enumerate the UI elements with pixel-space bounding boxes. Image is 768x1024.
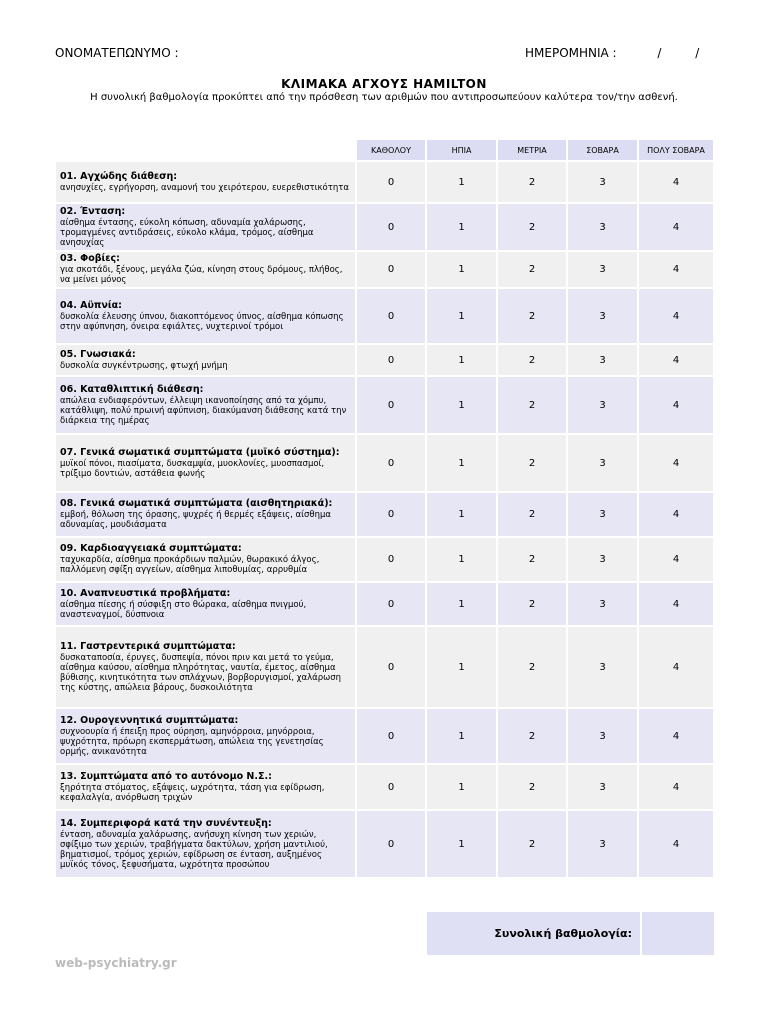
item-title: 01. Αγχώδης διάθεση: [60,170,178,182]
table-row [55,203,714,251]
score-option[interactable]: 1 [426,582,497,626]
table-row [55,708,714,764]
score-option[interactable]: 3 [567,434,638,492]
score-option[interactable]: 4 [638,810,714,878]
score-option[interactable]: 2 [497,376,567,434]
score-option[interactable]: 0 [356,434,426,492]
item-description: απώλεια ενδιαφερόντων, έλλειψη ικανοποίησης από τα χόμπυ, κατάθλιψη, πολύ πρωινή αφύπνιση, διακύμανση διάθεσης κατά την διάρκεια της ημέρας [60,395,347,426]
item-cell [55,582,356,626]
score-option[interactable]: 3 [567,537,638,582]
score-option[interactable]: 1 [426,626,497,708]
table-row [55,251,714,288]
item-title: 06. Καταθλιπτική διάθεση: [60,383,204,395]
table-row [55,582,714,626]
score-option[interactable]: 2 [497,492,567,537]
score-option[interactable]: 3 [567,582,638,626]
table-row [55,161,714,203]
name-label: ΟΝΟΜΑΤΕΠΩΝΥΜΟ : [55,46,179,60]
score-option[interactable]: 4 [638,537,714,582]
score-option[interactable]: 2 [497,810,567,878]
table-row [55,764,714,810]
hamilton-scale-table [55,139,714,878]
table-row [55,344,714,376]
score-option[interactable]: 3 [567,344,638,376]
item-title: 13. Συμπτώματα από το αυτόνομο Ν.Σ.: [60,770,272,782]
item-description: για σκοτάδι, ξένους, μεγάλα ζώα, κίνηση στους δρόμους, πλήθος, να μείνει μόνος [60,265,343,285]
item-description: μυϊκοί πόνοι, πιασίματα, δυσκαμψία, μυοκλονίες, μυοσπασμοί, τρίξιμο δοντιών, αστάθεια φωνής [60,458,325,479]
score-option[interactable]: 2 [497,434,567,492]
item-description: συχνοουρία ή έπειξη προς ούρηση, αμηνόρροια, μηνόρροια, ψυχρότητα, πρόωρη εκσπερμάτωση, απώλεια της γενετησίας ορμής, ανικανότητα [60,726,324,757]
date-separator: / [695,46,700,60]
score-option[interactable]: 4 [638,708,714,764]
score-option[interactable]: 1 [426,764,497,810]
item-description: αίσθημα πίεσης ή σύσφιξη στο θώρακα, αίσθημα πνιγμού, αναστεναγμοί, δύσπνοια [60,599,307,620]
score-option[interactable]: 3 [567,161,638,203]
item-cell [55,492,356,537]
score-option[interactable]: 0 [356,708,426,764]
item-description: αίσθημα έντασης, εύκολη κόπωση, αδυναμία χαλάρωσης, τρομαγμένες αντιδράσεις, εύκολο κλάμα, τρόμος, αίσθημα ανησυχίας [60,217,314,248]
table-row [55,492,714,537]
item-description: δυσκολία έλευσης ύπνου, διακοπτόμενος ύπνος, αίσθημα κόπωσης στην αφύπνηση, όνειρα εφιάλτες, νυχτερινοί τρόμοι [60,311,344,332]
item-title: 11. Γαστρεντερικά συμπτώματα: [60,640,236,652]
item-description: εμβοή, θόλωση της όρασης, ψυχρές ή θερμές εξάψεις, αίσθημα αδυναμίας, μουδιάσματα [60,510,331,530]
date-label: ΗΜΕΡΟΜΗΝΙΑ : [525,46,617,60]
table-row [55,288,714,344]
item-cell [55,376,356,434]
score-option[interactable]: 1 [426,708,497,764]
score-option[interactable]: 0 [356,810,426,878]
score-option[interactable]: 0 [356,537,426,582]
table-row [55,434,714,492]
score-option[interactable]: 4 [638,288,714,344]
date-separator: / [657,46,662,60]
item-description: ανησυχίες, εγρήγορση, αναμονή του χειρότερου, ευερεθιστικότητα [60,182,349,193]
item-cell [55,203,356,251]
column-header: ΠΟΛΥ ΣΟΒΑΡΑ [638,139,714,161]
column-header: ΗΠΙΑ [426,139,497,161]
item-description: ένταση, αδυναμία χαλάρωσης, ανήσυχη κίνηση των χεριών, σφίξιμο των χεριών, τραβήγματα δακτύλων, χρήση μαντιλιού, βηματισμοί, τρόμος χεριών, εφίδρωση σε ένταση, αυξημένος μυϊκός τόνος, ξεφυσήματα, ωχρότητα προσώπου [60,829,328,870]
score-option[interactable]: 3 [567,708,638,764]
score-option[interactable]: 4 [638,251,714,288]
score-option[interactable]: 0 [356,582,426,626]
item-cell [55,288,356,344]
item-cell [55,708,356,764]
score-option[interactable]: 4 [638,492,714,537]
score-option[interactable]: 2 [497,344,567,376]
item-cell [55,810,356,878]
score-option[interactable]: 1 [426,376,497,434]
score-option[interactable]: 0 [356,344,426,376]
item-cell [55,537,356,582]
item-cell [55,251,356,288]
score-option[interactable]: 2 [497,161,567,203]
score-option[interactable]: 3 [567,376,638,434]
score-option[interactable]: 0 [356,251,426,288]
score-option[interactable]: 4 [638,764,714,810]
table-row [55,626,714,708]
total-score-box [427,912,714,955]
item-description: δυσκολία συγκέντρωσης, φτωχή μνήμη [60,360,228,371]
score-option[interactable]: 4 [638,434,714,492]
score-option[interactable]: 2 [497,251,567,288]
item-description: ξηρότητα στόματος, εξάψεις, ωχρότητα, τάση για εφίδρωση, κεφαλαλγία, ανόρθωση τριχών [60,782,325,803]
score-option[interactable]: 0 [356,288,426,344]
score-option[interactable]: 2 [497,537,567,582]
item-cell [55,764,356,810]
item-cell [55,161,356,203]
header-blank-cell [55,139,356,161]
score-option[interactable]: 1 [426,344,497,376]
score-option[interactable]: 4 [638,582,714,626]
score-option[interactable]: 2 [497,582,567,626]
item-title: 03. Φοβίες: [60,253,120,264]
score-option[interactable]: 3 [567,810,638,878]
item-description: ταχυκαρδία, αίσθημα προκάρδιων παλμών, θωρακικό άλγος, παλλόμενη σφίξη αγγείων, αίσθημα λιποθυμίας, αρρυθμία [60,555,320,575]
score-option[interactable]: 2 [497,203,567,251]
total-score-field[interactable] [642,912,714,955]
column-header: ΜΕΤΡΙΑ [497,139,567,161]
header-row [55,139,714,161]
score-option[interactable]: 4 [638,626,714,708]
score-option[interactable]: 1 [426,810,497,878]
score-option[interactable]: 1 [426,251,497,288]
score-option[interactable]: 3 [567,288,638,344]
column-header: ΚΑΘΟΛΟΥ [356,139,426,161]
score-option[interactable]: 2 [497,708,567,764]
item-title: 04. Αϋπνία: [60,299,122,311]
table-row [55,537,714,582]
item-cell [55,626,356,708]
score-option[interactable]: 1 [426,288,497,344]
page-title: ΚΛΙΜΑΚΑ ΑΓΧΟΥΣ HAMILTON [281,77,487,91]
score-option[interactable]: 1 [426,537,497,582]
score-option[interactable]: 1 [426,492,497,537]
score-option[interactable]: 4 [638,344,714,376]
score-option[interactable]: 0 [356,376,426,434]
score-option[interactable]: 4 [638,161,714,203]
table-row [55,376,714,434]
score-option[interactable]: 3 [567,203,638,251]
score-option[interactable]: 1 [426,161,497,203]
score-option[interactable]: 0 [356,764,426,810]
score-option[interactable]: 2 [497,288,567,344]
score-option[interactable]: 0 [356,492,426,537]
item-title: 10. Αναπνευστικά προβλήματα: [60,587,231,599]
score-option[interactable]: 0 [356,626,426,708]
score-option[interactable]: 0 [356,203,426,251]
item-title: 02. Ένταση: [60,205,126,217]
page-subtitle: Η συνολική βαθμολογία προκύπτει από την πρόσθεση των αριθμών που αντιπροσωπεύουν καλύτερα τον/την ασθενή. [90,92,678,103]
item-title: 05. Γνωσιακά: [60,348,136,360]
score-option[interactable]: 3 [567,764,638,810]
score-option[interactable]: 3 [567,492,638,537]
date-field [525,46,714,60]
score-option[interactable]: 2 [497,764,567,810]
score-option[interactable]: 1 [426,434,497,492]
item-title: 09. Καρδιοαγγειακά συμπτώματα: [60,543,242,554]
score-option[interactable]: 3 [567,626,638,708]
column-header: ΣΟΒΑΡΑ [567,139,638,161]
footer-watermark: web-psychiatry.gr [55,956,177,970]
score-option[interactable]: 2 [497,626,567,708]
item-title: 12. Ουρογεννητικά συμπτώματα: [60,714,239,726]
item-title: 08. Γενικά σωματικά συμπτώματα (αισθητηριακά): [60,498,333,509]
item-title: 14. Συμπεριφορά κατά την συνέντευξη: [60,817,272,829]
item-cell [55,344,356,376]
score-option[interactable]: 0 [356,161,426,203]
total-score-label: Συνολική βαθμολογία: [427,912,640,955]
item-description: δυσκαταποσία, έρυγες, δυσπεψία, πόνοι πριν και μετά το γεύμα, αίσθημα καύσου, αίσθημα πληρότητας, ναυτία, έμετος, αίσθημα βύθισης, κινητικότητα των σπλάχνων, βορβορυγισμοί, χαλάρωση της κύστης, απώλεια βάρους, δυσκοιλιότητα [60,652,342,693]
item-title: 07. Γενικά σωματικά συμπτώματα (μυϊκό σύστημα): [60,446,340,458]
score-option[interactable]: 4 [638,376,714,434]
table-row [55,810,714,878]
score-option[interactable]: 4 [638,203,714,251]
item-cell [55,434,356,492]
score-option[interactable]: 1 [426,203,497,251]
score-option[interactable]: 3 [567,251,638,288]
